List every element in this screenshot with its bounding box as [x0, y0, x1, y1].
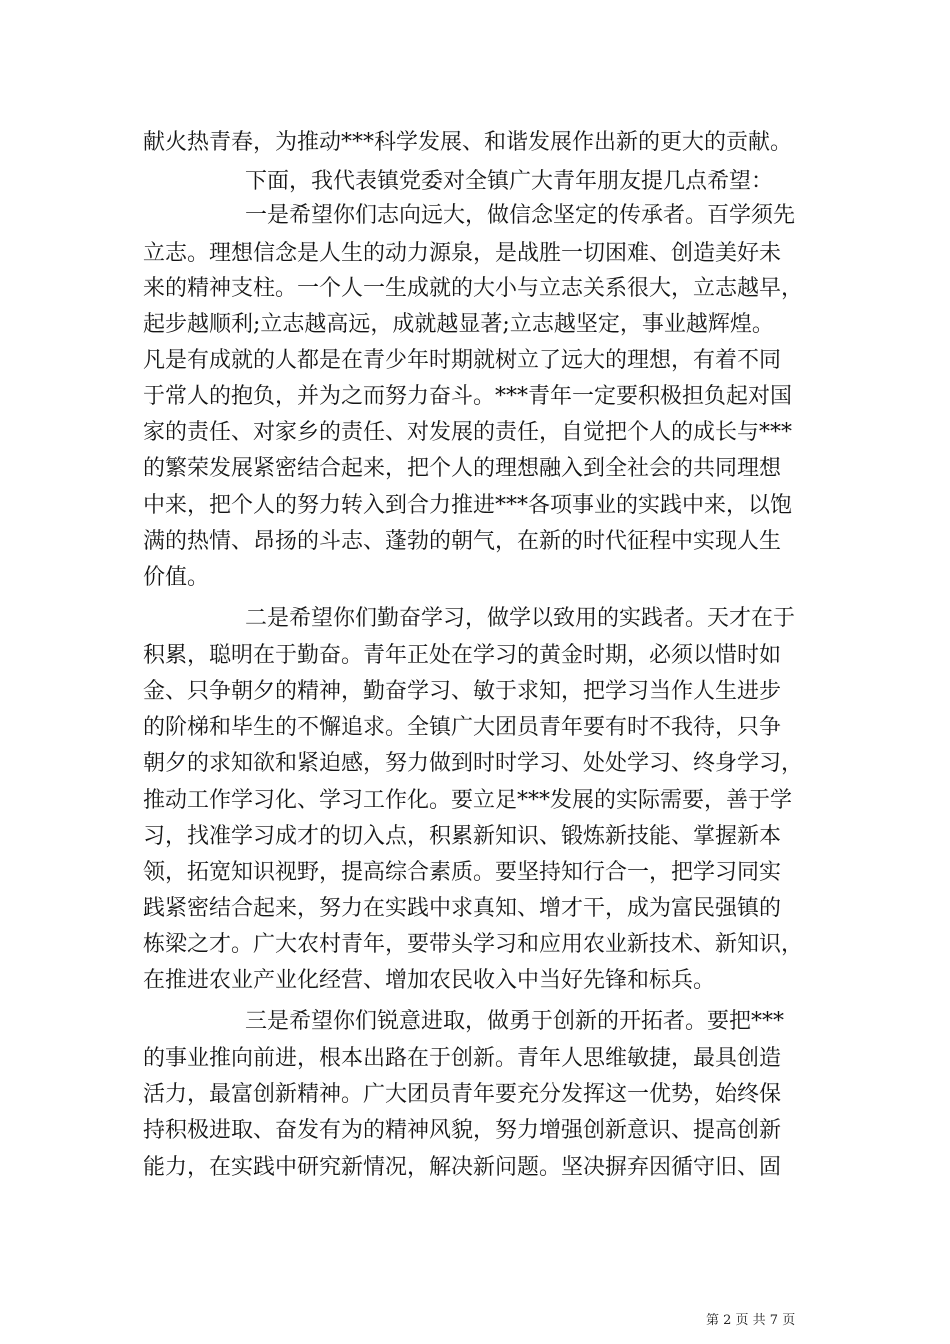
text-line: 献火热青春，为推动***科学发展、和谐发展作出新的更大的贡献。 — [143, 130, 793, 155]
text-line: 来的精神支柱。一个人一生成就的大小与立志关系很大，立志越早， — [143, 276, 804, 301]
text-line: 持积极进取、奋发有为的精神风貌，努力增强创新意识、提高创新 — [143, 1118, 782, 1143]
text-line: 能力，在实践中研究新情况，解决新问题。坚决摒弃因循守旧、固 — [143, 1155, 782, 1180]
text-line: 朝夕的求知欲和紧迫感，努力做到时时学习、处处学习、终身学习， — [143, 751, 804, 776]
text-line: 于常人的抱负，并为之而努力奋斗。***青年一定要积极担负起对国 — [143, 384, 793, 409]
text-line: 家的责任、对家乡的责任、对发展的责任，自觉把个人的成长与*** — [143, 420, 793, 445]
text-line: 领，拓宽知识视野，提高综合素质。要坚持知行合一，把学习同实 — [143, 860, 782, 885]
text-line: 金、只争朝夕的精神，勤奋学习、敏于求知，把学习当作人生进步 — [143, 679, 782, 704]
text-line: 活力，最富创新精神。广大团员青年要充分发挥这一优势，始终保 — [143, 1082, 782, 1107]
text-line: 栋梁之才。广大农村青年，要带头学习和应用农业新技术、新知识， — [143, 932, 804, 957]
text-line: 践紧密结合起来，努力在实践中求真知、增才干，成为富民强镇的 — [143, 896, 782, 921]
paragraph-first-line: 三是希望你们锐意进取，做勇于创新的开拓者。要把*** — [245, 1009, 785, 1034]
text-line: 立志。理想信念是人生的动力源泉，是战胜一切困难、创造美好未 — [143, 241, 782, 266]
paragraph-first-line: 二是希望你们勤奋学习，做学以致用的实践者。天才在于 — [245, 606, 796, 631]
paragraph-first-line: 一是希望你们志向远大，做信念坚定的传承者。百学须先 — [245, 203, 796, 228]
text-line: 的事业推向前进，根本出路在于创新。青年人思维敏捷，最具创造 — [143, 1046, 782, 1071]
text-line: 的阶梯和毕生的不懈追求。全镇广大团员青年要有时不我待，只争 — [143, 715, 782, 740]
text-line: 满的热情、昂扬的斗志、蓬勃的朝气，在新的时代征程中实现人生 — [143, 529, 782, 554]
text-line: 的繁荣发展紧密结合起来，把个人的理想融入到全社会的共同理想 — [143, 456, 782, 481]
text-line: 凡是有成就的人都是在青少年时期就树立了远大的理想，有着不同 — [143, 348, 782, 373]
text-line: 中来，把个人的努力转入到合力推进***各项事业的实践中来，以饱 — [143, 493, 793, 518]
text-line: 在推进农业产业化经营、增加农民收入中当好先锋和标兵。 — [143, 968, 716, 993]
text-line: 推动工作学习化、学习工作化。要立足***发展的实际需要，善于学 — [143, 788, 793, 813]
text-line: 积累，聪明在于勤奋。青年正处在学习的黄金时期，必须以惜时如 — [143, 643, 782, 668]
paragraph-first-line: 下面，我代表镇党委对全镇广大青年朋友提几点希望： — [245, 169, 774, 194]
text-line: 价值。 — [143, 565, 210, 590]
page-number-footer: 第 2 页 共 7 页 — [706, 1313, 796, 1328]
text-line: 习，找准学习成才的切入点，积累新知识、锻炼新技能、掌握新本 — [143, 824, 782, 849]
text-line: 起步越顺利;立志越高远，成就越显著;立志越坚定，事业越辉煌。 — [143, 312, 774, 337]
